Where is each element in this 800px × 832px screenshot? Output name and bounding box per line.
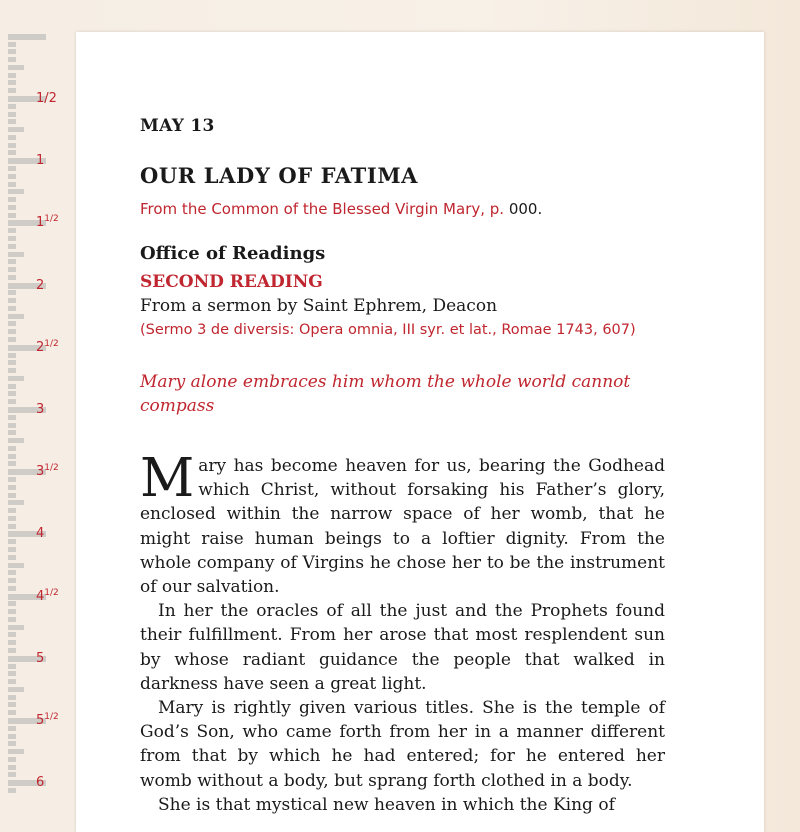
ruler-minor-tick (8, 765, 16, 770)
common-reference-text: From the Common of the Blessed Virgin Mary, p. (140, 200, 505, 218)
ruler-label (36, 338, 59, 355)
ruler-minor-tick (8, 143, 16, 148)
ruler-minor-tick (8, 438, 24, 443)
ruler-label-whole: 3 (36, 464, 45, 480)
ruler-minor-tick (8, 65, 24, 70)
ruler-minor-tick (8, 368, 16, 373)
ruler-minor-tick (8, 353, 16, 358)
ruler-minor-tick (8, 695, 16, 700)
ruler-minor-tick (8, 329, 16, 334)
ruler-minor-tick (8, 321, 16, 326)
ruler-minor-tick (8, 563, 24, 568)
ruler-label-fraction: 1/2 (44, 712, 59, 722)
ruler-minor-tick (8, 252, 24, 257)
ruler-minor-tick (8, 508, 16, 513)
paragraph-4: She is that mystical new heaven in which the King of (158, 794, 615, 815)
reading-source: From a sermon by Saint Ephrem, Deacon (140, 296, 498, 316)
ruler-minor-tick (8, 423, 16, 428)
paragraph-3: Mary is rightly given various titles. She is the temple of God’s Son, who came forth from her in a manner different from that by which he had entered; for he entered her womb without a body, but sprang forth clothed in a body. (140, 698, 665, 791)
office-heading: Office of Readings (140, 243, 326, 264)
ruler-minor-tick (8, 384, 16, 389)
ruler-minor-tick (8, 788, 16, 793)
ruler-minor-tick (8, 259, 16, 264)
ruler-label (36, 652, 44, 665)
ruler-minor-tick (8, 726, 16, 731)
ruler-minor-tick (8, 640, 16, 645)
ruler-minor-tick (8, 493, 16, 498)
ruler-label-whole: 4 (36, 526, 45, 542)
ruler-label (36, 216, 59, 229)
ruler-minor-tick (8, 244, 16, 249)
ruler-minor-tick (8, 710, 16, 715)
ruler-label-whole: 6 (36, 775, 45, 791)
ruler-minor-tick (8, 702, 16, 707)
paragraph-2: In her the oracles of all the just and the Prophets found their fulfillment. From her arose that most resplendent sun by whose radiant guidance the people that walked in darkness have seen a great light. (140, 601, 665, 694)
ruler-label (36, 403, 44, 416)
ruler-label-whole: 5 (36, 713, 45, 728)
ruler-label-whole: 2 (36, 339, 45, 355)
ruler-minor-tick (8, 314, 24, 319)
ruler-label (36, 587, 59, 604)
ruler-minor-tick (8, 399, 16, 404)
ruler-minor-tick (8, 205, 16, 210)
ruler-minor-tick (8, 671, 16, 676)
ruler-minor-tick (8, 461, 16, 466)
book-page (76, 32, 764, 832)
ruler-minor-tick (8, 119, 16, 124)
ruler-minor-tick (8, 88, 16, 93)
ruler-minor-tick (8, 625, 24, 630)
ruler-label (36, 92, 57, 105)
ruler-label-fraction: 1/2 (44, 338, 59, 349)
ruler-minor-tick (8, 539, 16, 544)
ruler-minor-tick (8, 57, 16, 62)
feast-title: OUR LADY OF FATIMA (140, 163, 419, 188)
ruler-minor-tick (8, 570, 16, 575)
ruler-label-whole: 3 (36, 402, 45, 417)
ruler-label (36, 714, 59, 727)
responsory-title: Mary alone embraces him whom the whole world cannot compass (140, 372, 631, 416)
measuring-ruler (0, 0, 78, 800)
ruler-minor-tick (8, 749, 24, 754)
ruler-minor-tick (8, 150, 16, 155)
ruler-minor-tick (8, 360, 16, 365)
ruler-label-fraction: 1/2 (36, 91, 57, 106)
ruler-minor-tick (8, 337, 16, 342)
ruler-label (36, 154, 44, 167)
ruler-minor-tick (8, 516, 16, 521)
ruler-minor-tick (8, 741, 16, 746)
ruler-minor-tick (8, 298, 16, 303)
reading-heading: SECOND READING (140, 272, 323, 292)
ruler-minor-tick (8, 73, 16, 78)
ruler-label (36, 279, 44, 292)
ruler-minor-tick (8, 80, 16, 85)
ruler-minor-tick (8, 617, 16, 622)
ruler-minor-tick (8, 267, 16, 272)
paragraph-1-text: ary has become heaven for us, bearing the Godhead which Christ, without forsaking his Father’s glory, enclosed within the narrow space of her womb, that he might raise human beings to a loftier dignity. From the whole company of Virgins he chose her to be the instrument of our salvation. (140, 456, 665, 598)
ruler-label-whole: 1 (36, 153, 45, 169)
ruler-minor-tick (8, 42, 16, 47)
ruler-minor-tick (8, 609, 16, 614)
ruler-minor-tick (8, 664, 16, 669)
ruler-minor-tick (8, 275, 16, 280)
ruler-label (36, 776, 44, 789)
ruler-minor-tick (8, 189, 24, 194)
reading-citation: (Sermo 3 de diversis: Opera omnia, III syr. et lat., Romae 1743, 607) (140, 322, 636, 338)
ruler-minor-tick (8, 547, 16, 552)
ruler-minor-tick (8, 687, 24, 692)
ruler-label (36, 527, 44, 540)
ruler-minor-tick (8, 197, 16, 202)
ruler-minor-tick (8, 228, 16, 233)
ruler-label-whole: 1 (36, 215, 45, 231)
ruler-minor-tick (8, 236, 16, 241)
ruler-minor-tick (8, 586, 16, 591)
ruler-minor-tick (8, 555, 16, 560)
reading-body (140, 448, 665, 817)
ruler-minor-tick (8, 757, 16, 762)
ruler-minor-tick (8, 135, 16, 140)
ruler-minor-tick (8, 454, 16, 459)
ruler-minor-tick (8, 213, 16, 218)
ruler-minor-tick (8, 112, 16, 117)
ruler-minor-tick (8, 632, 16, 637)
ruler-minor-tick (8, 477, 16, 482)
ruler-minor-tick (8, 104, 16, 109)
liturgical-date: MAY 13 (140, 116, 215, 136)
ruler-minor-tick (8, 734, 16, 739)
ruler-minor-tick (8, 772, 16, 777)
ruler-minor-tick (8, 391, 16, 396)
ruler-minor-tick (8, 485, 16, 490)
ruler-label-fraction: 1/2 (44, 214, 59, 225)
paragraph-1 (140, 448, 665, 599)
ruler-label-fraction: 1/2 (44, 463, 59, 474)
ruler-minor-tick (8, 306, 16, 311)
ruler-minor-tick (8, 430, 16, 435)
ruler-major-tick (8, 34, 46, 40)
ruler-minor-tick (8, 446, 16, 451)
ruler-minor-tick (8, 679, 16, 684)
ruler-minor-tick (8, 524, 16, 529)
ruler-minor-tick (8, 49, 16, 54)
ruler-minor-tick (8, 376, 24, 381)
ruler-minor-tick (8, 182, 16, 187)
ruler-label-fraction: 1/2 (44, 587, 59, 598)
ruler-label-whole: 5 (36, 650, 45, 666)
ruler-minor-tick (8, 290, 16, 295)
ruler-minor-tick (8, 578, 16, 583)
drop-cap: M (140, 448, 195, 509)
ruler-minor-tick (8, 166, 16, 171)
ruler-minor-tick (8, 500, 24, 505)
ruler-label-whole: 2 (36, 277, 45, 293)
ruler-minor-tick (8, 601, 16, 606)
ruler-minor-tick (8, 648, 16, 653)
common-reference (140, 200, 542, 218)
ruler-label-whole: 4 (36, 588, 45, 604)
ruler-label (36, 465, 59, 478)
common-reference-page: 000. (508, 200, 543, 218)
ruler-minor-tick (8, 127, 24, 132)
ruler-minor-tick (8, 415, 16, 420)
ruler-minor-tick (8, 174, 16, 179)
